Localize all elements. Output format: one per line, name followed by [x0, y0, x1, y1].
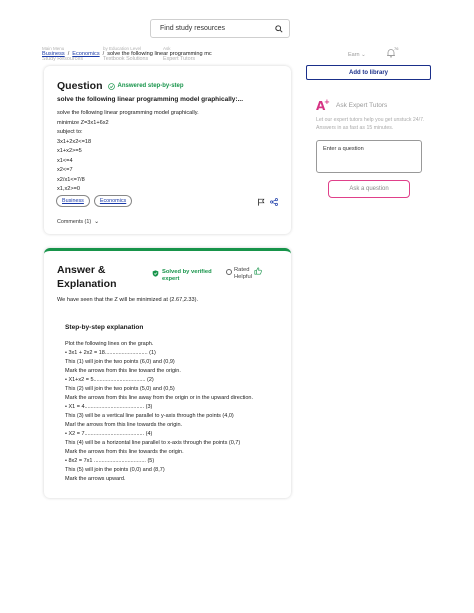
question-card — [44, 66, 291, 234]
earn-menu[interactable]: Earn ⌄ — [348, 52, 366, 58]
breadcrumb-separator: / — [102, 51, 105, 57]
explanation-line: This (1) will join the two points (6,0) and (0,9) — [65, 359, 175, 365]
ghost-nav-tutors[interactable]: Ask Expert Tutors — [163, 46, 196, 62]
question-line: minimize Z=3x1+6x2 — [57, 119, 109, 126]
question-heading: solve the following linear programming model graphically:... — [57, 96, 244, 103]
question-body — [57, 109, 199, 195]
breadcrumb-current: solve the following linear programming mc — [107, 51, 212, 57]
answered-badge: Answered step-by-step — [108, 83, 184, 90]
question-line: x2<=7 — [57, 167, 73, 173]
breadcrumb-economics[interactable]: Economics — [72, 51, 100, 57]
tutors-title: Ask Expert Tutors — [336, 101, 388, 109]
share-icon[interactable] — [270, 198, 278, 206]
notification-count: 76 — [394, 46, 399, 51]
explanation-line: Plot the following lines on the graph. — [65, 341, 154, 347]
question-line: x2/x1<=7/8 — [57, 176, 85, 183]
explanation-line: This (4) will be a horizontal line parallel to x-axis through the points (0,7) — [65, 440, 241, 446]
explanation-line: • X1 = 4....................................... (3) — [65, 404, 153, 410]
chevron-down-icon: ⌄ — [94, 219, 100, 225]
question-title: Question — [57, 80, 103, 92]
verified-badge: Solved by verified expert — [152, 269, 212, 283]
explanation-line: Mark the arrows upward. — [65, 476, 126, 482]
explanation-line: Mark the arrows from this line away from the origin or in the upward direction. — [65, 395, 253, 401]
explanation-line: This (2) will join the two points (5,0) and (0,5) — [65, 386, 175, 392]
chevron-down-icon: ⌄ — [361, 52, 366, 58]
tag-list — [56, 195, 132, 207]
comments-toggle[interactable]: Comments (1) ⌄ — [57, 218, 100, 225]
explanation-line: This (5) will join the points (0,0) and (8,7) — [65, 467, 165, 473]
explanation-line: • X2 = 7....................................... (4) — [65, 431, 153, 437]
search-icon[interactable] — [275, 25, 283, 33]
question-line: solve the following linear programming model graphically. — [57, 110, 199, 116]
explanation-line: Mark the arrows from this line towards the origin. — [65, 449, 184, 455]
ghost-nav-study[interactable]: Main Menu Study Resources — [42, 46, 84, 62]
tutor-logo-icon — [316, 98, 330, 112]
ghost-nav-textbook[interactable]: by Education Level Textbook Solutions — [103, 46, 149, 62]
explanation-line: • 3x1 + 2x2 = 18............................ (1) — [65, 350, 156, 356]
question-line: x1,x2>=0 — [57, 186, 81, 192]
question-line: x1+x2>=5 — [57, 148, 82, 154]
explanation-line: Marl the arrows from this line towards the origin. — [65, 422, 183, 428]
explanation-line: Mark the arrows from this line toward the origin. — [65, 368, 181, 374]
info-icon — [226, 269, 232, 275]
step-by-step-title: Step-by-step explanation — [65, 324, 144, 331]
explanation-line: This (3) will be a vertical line parallel to y-axis through the points (4,0) — [65, 413, 234, 419]
answer-title: Answer & Explanation — [57, 264, 117, 290]
breadcrumb-business[interactable]: Business — [42, 51, 65, 57]
ask-tutors-panel — [316, 98, 431, 132]
svg-text:+: + — [324, 98, 330, 106]
breadcrumb-separator: / — [67, 51, 70, 57]
ask-question-button[interactable]: Ask a question — [328, 180, 410, 198]
tag-business[interactable]: Business — [56, 195, 90, 207]
check-circle-icon — [108, 83, 115, 90]
explanation-body — [65, 340, 253, 484]
search-bar[interactable] — [150, 19, 290, 38]
question-input[interactable]: Enter a question — [316, 140, 422, 173]
add-to-library-button[interactable]: Add to library — [306, 65, 431, 80]
question-line: x1<=4 — [57, 157, 73, 164]
rated-helpful[interactable]: Rated Helpful — [226, 267, 262, 281]
breadcrumb — [42, 51, 212, 57]
question-line: 3x1+2x2<=18 — [57, 138, 92, 145]
explanation-line: • 8x2 = 7x1 .................................. (5) — [65, 458, 155, 464]
explanation-line: • X1+x2 = 5.................................. (2) — [65, 377, 154, 383]
verified-shield-icon — [152, 270, 159, 277]
thumbs-up-icon[interactable] — [254, 267, 262, 275]
tutors-description: Let our expert tutors help you get unstuck 24/7. Answers in as fast as 15 minutes. — [316, 117, 425, 131]
svg-text:A: A — [316, 99, 326, 112]
answer-summary: We have seen that the Z will be minimized at (2.67,2.33). — [57, 297, 199, 303]
tag-economics[interactable]: Economics — [94, 195, 132, 207]
search-input[interactable]: Find study resources — [160, 25, 225, 32]
answer-card — [44, 248, 291, 498]
question-line: subject to: — [57, 129, 83, 135]
flag-icon[interactable] — [257, 198, 265, 206]
